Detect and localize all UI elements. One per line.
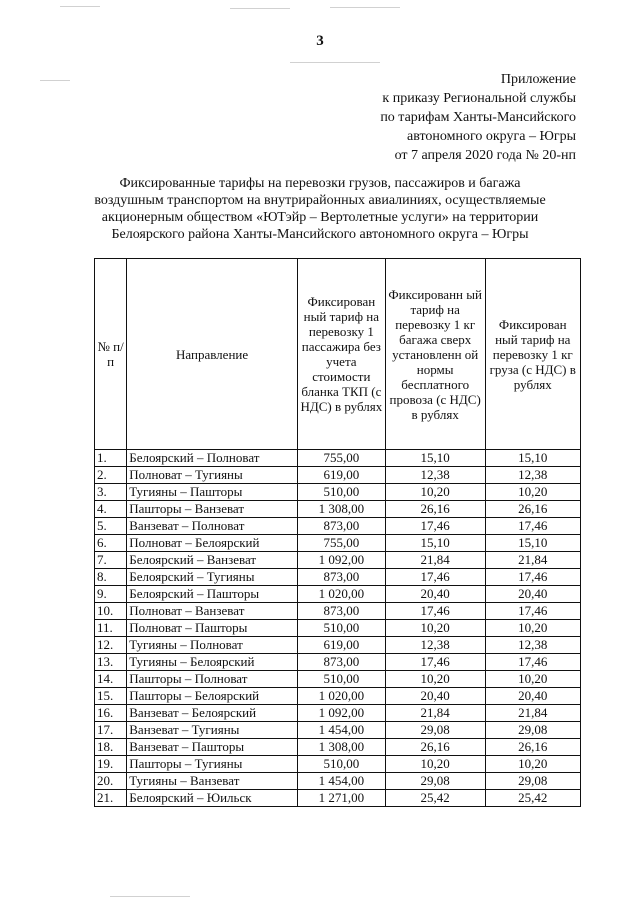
header-passenger-tariff: Фиксирован ный тариф на перевозку 1 пассажира без учета стоимости бланка ТКП (с НДС) в рублях <box>297 259 385 450</box>
title-line: Фиксированные тарифы на перевозки грузов, пассажиров и багажа <box>119 176 521 191</box>
cell-passenger-tariff: 510,00 <box>297 756 385 773</box>
cell-passenger-tariff: 1 308,00 <box>297 739 385 756</box>
cell-passenger-tariff: 1 092,00 <box>297 552 385 569</box>
scan-noise <box>40 80 70 81</box>
cell-number: 21. <box>95 790 127 807</box>
cell-baggage-tariff: 26,16 <box>385 739 485 756</box>
table-row <box>95 501 581 518</box>
cell-cargo-tariff: 21,84 <box>485 552 581 569</box>
table-row <box>95 484 581 501</box>
cell-cargo-tariff: 10,20 <box>485 620 581 637</box>
table-row <box>95 671 581 688</box>
cell-baggage-tariff: 20,40 <box>385 688 485 705</box>
cell-cargo-tariff: 29,08 <box>485 722 581 739</box>
cell-passenger-tariff: 755,00 <box>297 535 385 552</box>
cell-passenger-tariff: 510,00 <box>297 620 385 637</box>
cell-baggage-tariff: 17,46 <box>385 654 485 671</box>
table-row <box>95 637 581 654</box>
cell-passenger-tariff: 873,00 <box>297 654 385 671</box>
table-row <box>95 603 581 620</box>
cell-passenger-tariff: 873,00 <box>297 603 385 620</box>
cell-passenger-tariff: 1 020,00 <box>297 688 385 705</box>
cell-direction: Пашторы – Ванзеват <box>127 501 298 518</box>
cell-passenger-tariff: 755,00 <box>297 450 385 467</box>
cell-direction: Ванзеват – Пашторы <box>127 739 298 756</box>
cell-baggage-tariff: 15,10 <box>385 450 485 467</box>
header-number: № п/п <box>95 259 127 450</box>
cell-baggage-tariff: 17,46 <box>385 518 485 535</box>
cell-baggage-tariff: 26,16 <box>385 501 485 518</box>
appendix-line: от 7 апреля 2020 года № 20-нп <box>394 148 576 163</box>
cell-cargo-tariff: 10,20 <box>485 756 581 773</box>
cell-number: 2. <box>95 467 127 484</box>
cell-baggage-tariff: 29,08 <box>385 722 485 739</box>
cell-passenger-tariff: 510,00 <box>297 484 385 501</box>
cell-cargo-tariff: 15,10 <box>485 450 581 467</box>
cell-direction: Полноват – Белоярский <box>127 535 298 552</box>
table-header-row <box>95 259 581 450</box>
table-row <box>95 569 581 586</box>
cell-number: 3. <box>95 484 127 501</box>
cell-number: 12. <box>95 637 127 654</box>
cell-direction: Тугияны – Ванзеват <box>127 773 298 790</box>
cell-direction: Полноват – Пашторы <box>127 620 298 637</box>
cell-passenger-tariff: 1 308,00 <box>297 501 385 518</box>
appendix-line: автономного округа – Югры <box>407 129 576 144</box>
cell-cargo-tariff: 15,10 <box>485 535 581 552</box>
cell-direction: Полноват – Ванзеват <box>127 603 298 620</box>
cell-cargo-tariff: 21,84 <box>485 705 581 722</box>
cell-passenger-tariff: 1 020,00 <box>297 586 385 603</box>
table-row <box>95 552 581 569</box>
table-row <box>95 688 581 705</box>
table-row <box>95 722 581 739</box>
cell-passenger-tariff: 510,00 <box>297 671 385 688</box>
cell-passenger-tariff: 1 092,00 <box>297 705 385 722</box>
table-row <box>95 535 581 552</box>
cell-direction: Тугияны – Белоярский <box>127 654 298 671</box>
cell-number: 9. <box>95 586 127 603</box>
cell-baggage-tariff: 21,84 <box>385 705 485 722</box>
cell-baggage-tariff: 25,42 <box>385 790 485 807</box>
cell-number: 18. <box>95 739 127 756</box>
cell-number: 8. <box>95 569 127 586</box>
cell-cargo-tariff: 12,38 <box>485 637 581 654</box>
scan-noise <box>110 896 190 897</box>
appendix-line: к приказу Региональной службы <box>382 91 576 106</box>
cell-number: 4. <box>95 501 127 518</box>
cell-passenger-tariff: 873,00 <box>297 569 385 586</box>
cell-cargo-tariff: 12,38 <box>485 467 581 484</box>
scan-noise <box>290 62 380 63</box>
scan-noise <box>230 8 290 9</box>
cell-number: 17. <box>95 722 127 739</box>
cell-baggage-tariff: 10,20 <box>385 671 485 688</box>
cell-number: 15. <box>95 688 127 705</box>
cell-number: 20. <box>95 773 127 790</box>
cell-cargo-tariff: 17,46 <box>485 654 581 671</box>
table-row <box>95 467 581 484</box>
table-row <box>95 654 581 671</box>
cell-cargo-tariff: 25,42 <box>485 790 581 807</box>
table-row <box>95 705 581 722</box>
cell-baggage-tariff: 10,20 <box>385 756 485 773</box>
cell-number: 19. <box>95 756 127 773</box>
cell-number: 6. <box>95 535 127 552</box>
appendix-block <box>316 70 576 165</box>
table-row <box>95 586 581 603</box>
title-line: воздушным транспортом на внутрирайонных авиалиниях, осуществляемые <box>94 193 546 208</box>
header-baggage-tariff: Фиксированн ый тариф на перевозку 1 кг багажа сверх установленн ой нормы бесплатного провоза (с НДС) в рублях <box>385 259 485 450</box>
cell-direction: Пашторы – Полноват <box>127 671 298 688</box>
cell-cargo-tariff: 17,46 <box>485 518 581 535</box>
table-row <box>95 450 581 467</box>
document-title <box>64 175 576 243</box>
cell-passenger-tariff: 619,00 <box>297 467 385 484</box>
cell-cargo-tariff: 20,40 <box>485 688 581 705</box>
cell-passenger-tariff: 1 271,00 <box>297 790 385 807</box>
cell-direction: Ванзеват – Тугияны <box>127 722 298 739</box>
scan-noise <box>60 6 100 7</box>
cell-cargo-tariff: 26,16 <box>485 739 581 756</box>
cell-cargo-tariff: 17,46 <box>485 569 581 586</box>
cell-cargo-tariff: 29,08 <box>485 773 581 790</box>
cell-number: 5. <box>95 518 127 535</box>
page-number: 3 <box>316 33 324 49</box>
cell-number: 13. <box>95 654 127 671</box>
tariff-table <box>94 258 581 807</box>
cell-direction: Пашторы – Белоярский <box>127 688 298 705</box>
header-cargo-tariff: Фиксирован ный тариф на перевозку 1 кг груза (с НДС) в рублях <box>485 259 581 450</box>
cell-direction: Белоярский – Тугияны <box>127 569 298 586</box>
cell-baggage-tariff: 10,20 <box>385 484 485 501</box>
cell-direction: Белоярский – Полноват <box>127 450 298 467</box>
cell-baggage-tariff: 29,08 <box>385 773 485 790</box>
cell-passenger-tariff: 619,00 <box>297 637 385 654</box>
cell-direction: Пашторы – Тугияны <box>127 756 298 773</box>
cell-number: 16. <box>95 705 127 722</box>
cell-direction: Белоярский – Ванзеват <box>127 552 298 569</box>
cell-direction: Белоярский – Юильск <box>127 790 298 807</box>
cell-baggage-tariff: 17,46 <box>385 569 485 586</box>
cell-passenger-tariff: 1 454,00 <box>297 773 385 790</box>
table-row <box>95 739 581 756</box>
cell-number: 1. <box>95 450 127 467</box>
cell-cargo-tariff: 17,46 <box>485 603 581 620</box>
cell-passenger-tariff: 1 454,00 <box>297 722 385 739</box>
cell-direction: Тугияны – Пашторы <box>127 484 298 501</box>
appendix-line: по тарифам Ханты-Мансийского <box>380 110 576 125</box>
table-row <box>95 518 581 535</box>
cell-cargo-tariff: 10,20 <box>485 484 581 501</box>
cell-baggage-tariff: 10,20 <box>385 620 485 637</box>
cell-direction: Ванзеват – Белоярский <box>127 705 298 722</box>
cell-baggage-tariff: 15,10 <box>385 535 485 552</box>
cell-direction: Ванзеват – Полноват <box>127 518 298 535</box>
cell-number: 7. <box>95 552 127 569</box>
header-direction: Направление <box>127 259 298 450</box>
cell-direction: Полноват – Тугияны <box>127 467 298 484</box>
cell-number: 10. <box>95 603 127 620</box>
cell-baggage-tariff: 20,40 <box>385 586 485 603</box>
cell-baggage-tariff: 12,38 <box>385 467 485 484</box>
table-row <box>95 773 581 790</box>
cell-number: 14. <box>95 671 127 688</box>
title-line: Белоярского района Ханты-Мансийского автономного округа – Югры <box>111 227 529 242</box>
cell-cargo-tariff: 10,20 <box>485 671 581 688</box>
table-row <box>95 790 581 807</box>
cell-cargo-tariff: 20,40 <box>485 586 581 603</box>
cell-baggage-tariff: 17,46 <box>385 603 485 620</box>
cell-number: 11. <box>95 620 127 637</box>
cell-cargo-tariff: 26,16 <box>485 501 581 518</box>
cell-passenger-tariff: 873,00 <box>297 518 385 535</box>
scan-noise <box>330 7 400 8</box>
table-row <box>95 756 581 773</box>
table-row <box>95 620 581 637</box>
cell-baggage-tariff: 21,84 <box>385 552 485 569</box>
title-line: акционерным обществом «ЮТэйр – Вертолетные услуги» на территории <box>101 210 539 225</box>
cell-direction: Тугияны – Полноват <box>127 637 298 654</box>
cell-baggage-tariff: 12,38 <box>385 637 485 654</box>
appendix-line: Приложение <box>500 72 576 87</box>
cell-direction: Белоярский – Пашторы <box>127 586 298 603</box>
